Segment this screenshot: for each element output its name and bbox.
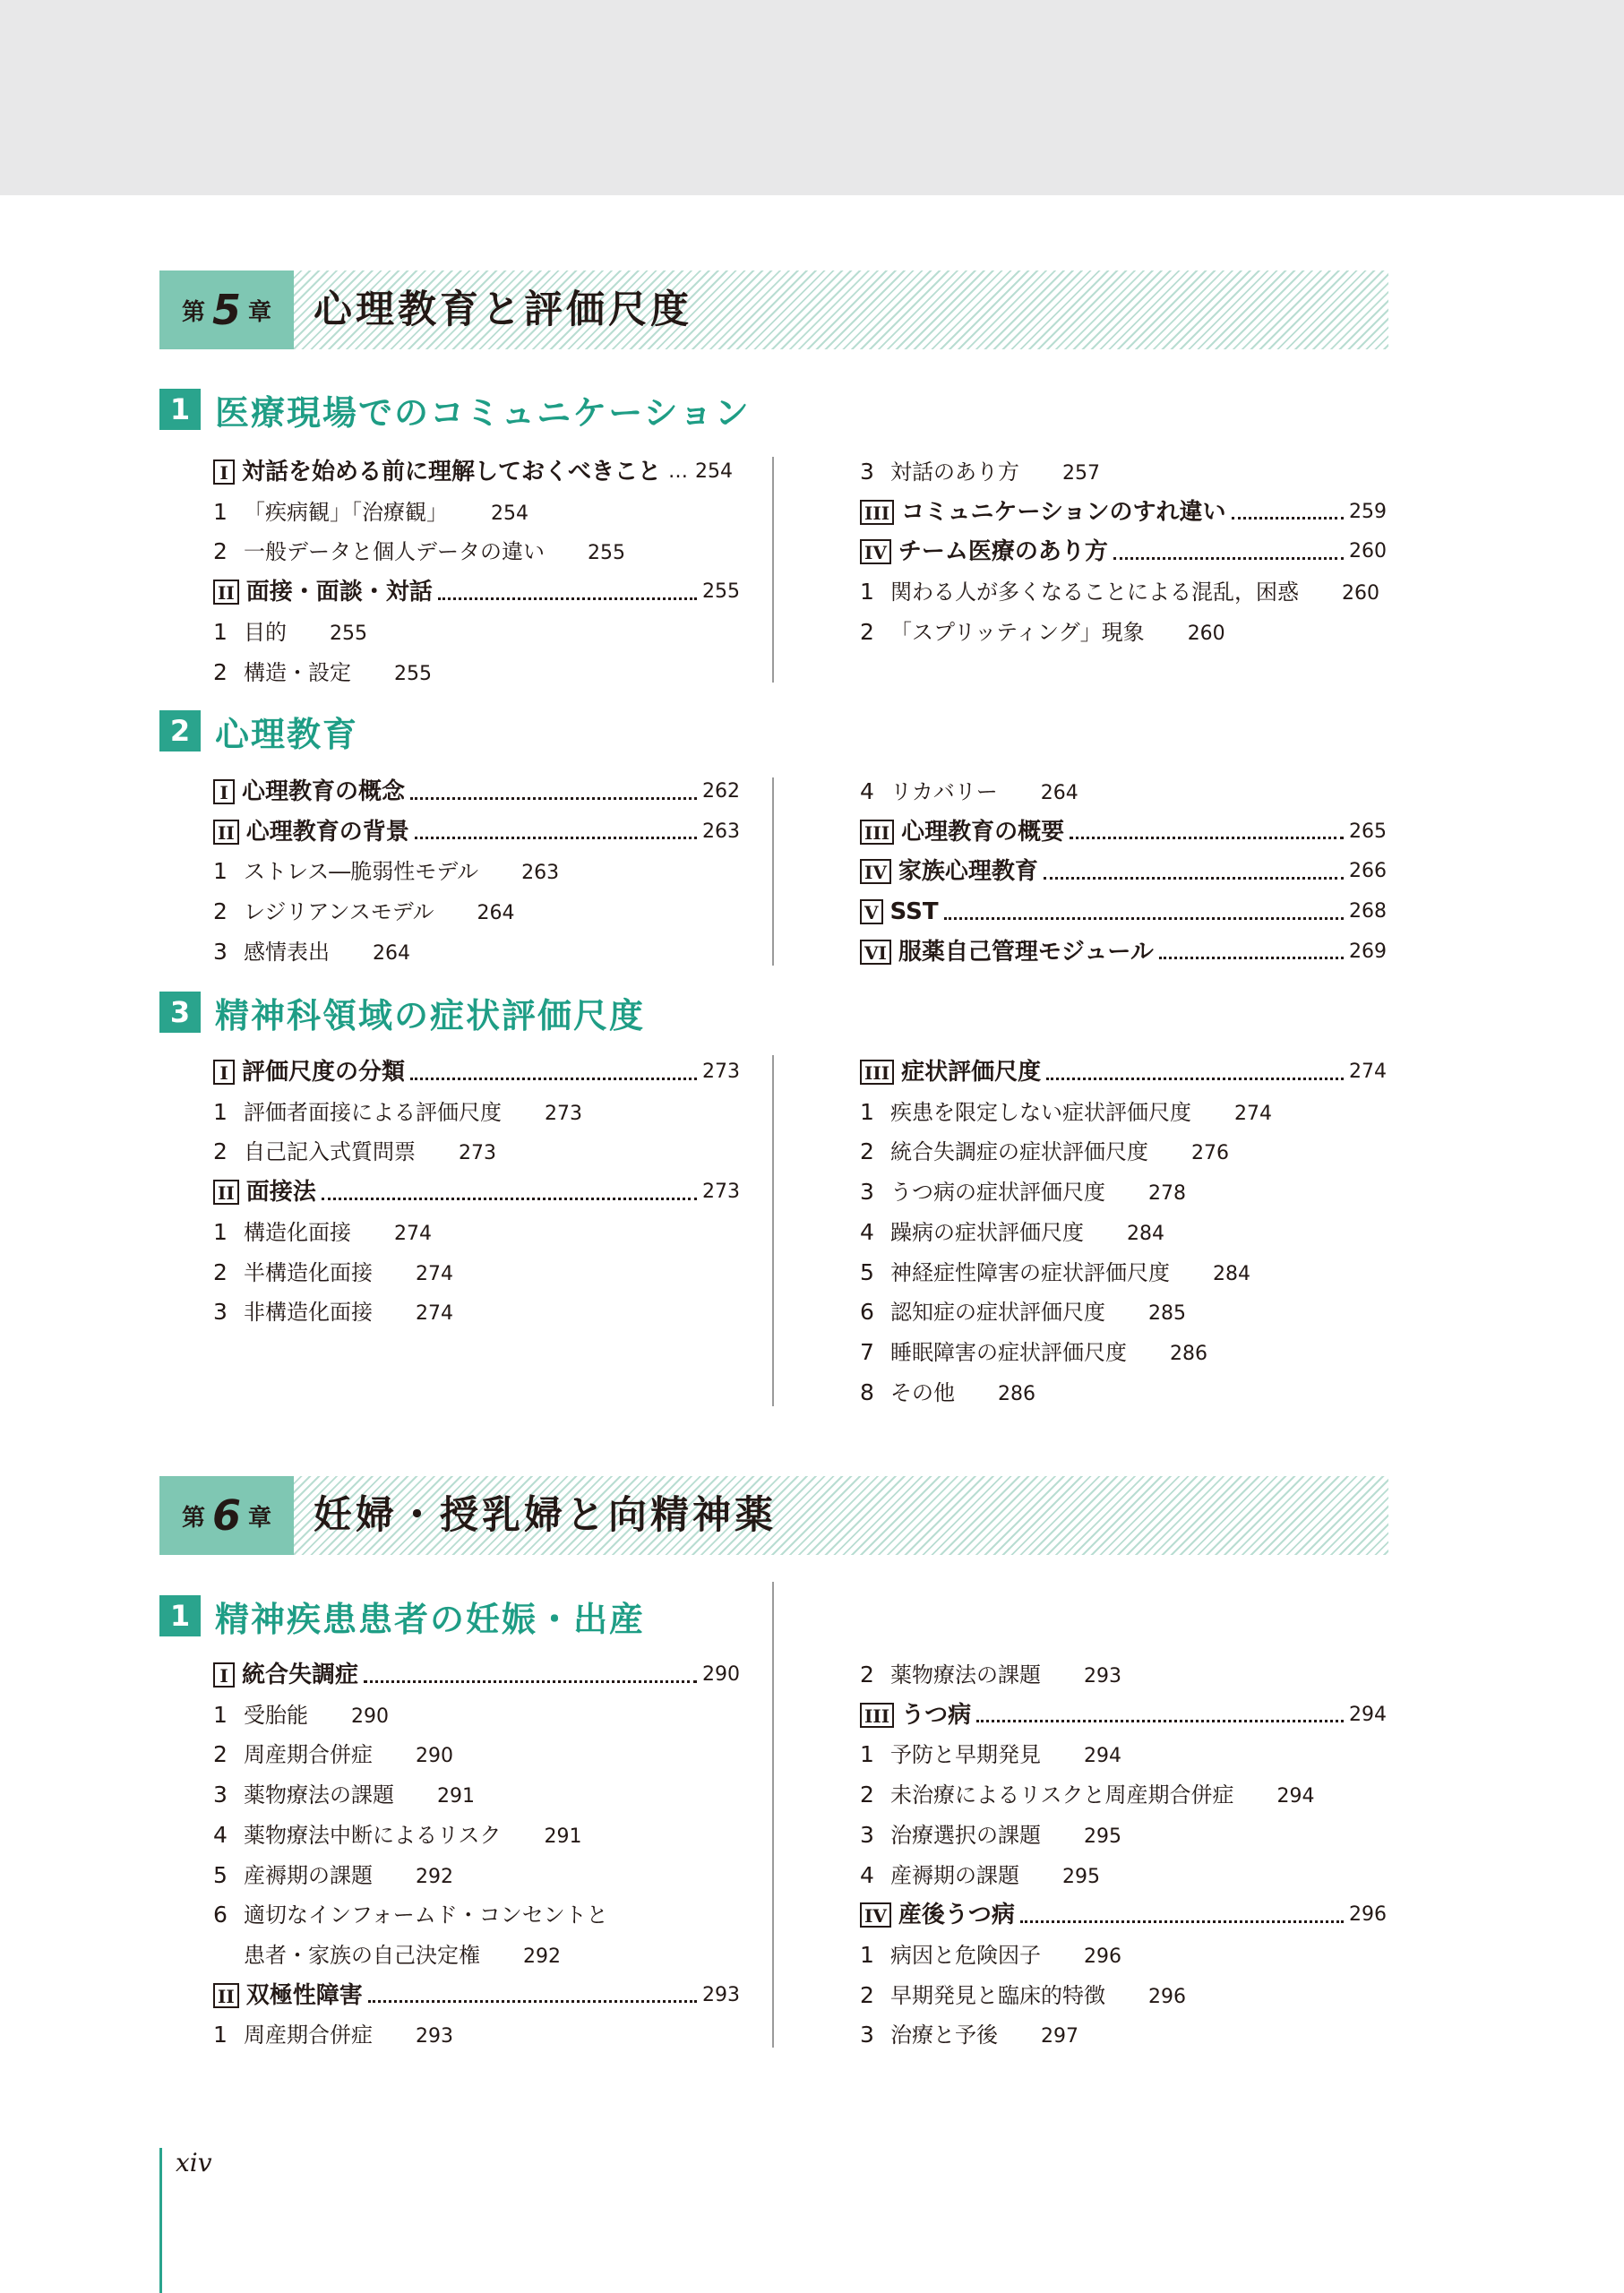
- sub-entry-number: 5: [860, 1258, 874, 1285]
- toc-heading-entry: [213, 452, 740, 492]
- sub-entry-text: 薬物療法中断によるリスク: [244, 1822, 502, 1848]
- page-number: 295: [1084, 1825, 1121, 1848]
- sub-entry-text: 周産期合併症: [244, 1742, 373, 1768]
- section-heading: [159, 992, 645, 1033]
- toc-sub-entry: [213, 1132, 496, 1172]
- page-number: 255: [702, 580, 740, 604]
- page-number: 273: [702, 1181, 740, 1204]
- chapter-prefix: 第: [181, 298, 205, 326]
- toc-sub-entry: [213, 1816, 582, 1855]
- sub-entry-text: 未治療によるリスクと周産期合併症: [890, 1782, 1234, 1808]
- toc-heading-entry: [860, 852, 1387, 891]
- toc-sub-entry: [860, 772, 1078, 812]
- toc-heading-text: 面接・面談・対話: [245, 579, 433, 606]
- page-number: 274: [394, 1222, 432, 1245]
- sub-entry-text: 薬物療法の課題: [890, 1662, 1041, 1688]
- toc-sub-entry: [213, 932, 410, 972]
- toc-sub-entry: [213, 892, 515, 932]
- page-edge-bar: [159, 2148, 162, 2293]
- toc-sub-entry: [860, 1856, 1100, 1895]
- sub-entry-text: 躁病の症状評価尺度: [890, 1219, 1084, 1245]
- toc-heading-entry: [213, 772, 740, 812]
- page-number: 291: [437, 1785, 475, 1808]
- sub-entry-text: 非構造化面接: [244, 1300, 373, 1326]
- toc-heading-entry: [860, 812, 1387, 852]
- toc-heading-text: チーム医療のあり方: [898, 538, 1108, 566]
- sub-entry-number: 1: [213, 858, 228, 885]
- roman-numeral-badge: III: [860, 500, 894, 525]
- roman-numeral-badge: II: [213, 580, 239, 605]
- section-title: 医療現場でのコミュニケーション: [215, 392, 751, 433]
- page-number: 278: [1148, 1182, 1186, 1206]
- toc-sub-entry: [860, 1253, 1250, 1292]
- toc-heading-text: 評価尺度の分類: [242, 1059, 406, 1086]
- toc-sub-entry: [860, 1655, 1121, 1695]
- sub-entry-number: 7: [860, 1338, 874, 1365]
- page-number: 269: [1349, 940, 1387, 963]
- sub-entry-number: 4: [213, 1821, 228, 1848]
- sub-entry-number: 4: [860, 1861, 874, 1888]
- toc-heading-text: SST: [889, 898, 939, 926]
- page-number: 255: [330, 622, 367, 645]
- sub-entry-number: 3: [213, 938, 228, 965]
- column-divider: [772, 1582, 774, 2048]
- page-number: 296: [1349, 1903, 1387, 1927]
- toc-sub-entry: [213, 1735, 453, 1774]
- sub-entry-text: 構造・設定: [244, 659, 351, 685]
- page-number: 257: [1062, 462, 1100, 485]
- toc-sub-entry: [213, 1213, 432, 1252]
- sub-entry-number: 4: [860, 1218, 874, 1245]
- sub-entry-text: 神経症性障害の症状評価尺度: [890, 1259, 1170, 1285]
- leader-dots: [1070, 835, 1344, 839]
- toc-sub-entry: [860, 1816, 1121, 1855]
- toc-heading-text: 面接法: [245, 1179, 316, 1207]
- toc-heading-text: 双極性障害: [245, 1981, 363, 2009]
- page-number: 273: [702, 1061, 740, 1083]
- toc-heading-entry: [860, 493, 1387, 532]
- leader-dots: [368, 1998, 697, 2003]
- roman-numeral-badge: II: [213, 1180, 239, 1205]
- section-title: 心理教育: [215, 714, 359, 754]
- chapter-suffix: 章: [248, 298, 272, 326]
- toc-sub-entry: [213, 653, 432, 692]
- toc-sub-entry: [213, 613, 367, 652]
- toc-heading-text: 心理教育の背景: [245, 818, 409, 846]
- sub-entry-number: 1: [213, 1701, 228, 1728]
- page-number: 274: [416, 1262, 453, 1285]
- page-number: 294: [1084, 1745, 1121, 1768]
- page-number: 274: [1234, 1102, 1272, 1125]
- roman-numeral-badge: I: [213, 1662, 235, 1688]
- page-number: 297: [1041, 2025, 1078, 2048]
- page-number: 260: [1349, 540, 1387, 563]
- chapter-5-header: [159, 271, 1388, 349]
- toc-heading-text: 心理教育の概念: [242, 778, 406, 805]
- sub-entry-number: 1: [213, 1218, 228, 1245]
- page-number: 293: [1084, 1665, 1121, 1688]
- column-divider: [772, 777, 774, 966]
- roman-numeral-badge: I: [213, 779, 235, 804]
- toc-heading-entry: [213, 1052, 740, 1092]
- sub-entry-number: 8: [860, 1378, 874, 1405]
- sub-entry-text: 患者・家族の自己決定権: [244, 1942, 480, 1968]
- toc-sub-entry: [860, 1292, 1186, 1332]
- page-number: 273: [459, 1142, 496, 1165]
- toc-sub-entry: [213, 1895, 608, 1935]
- sub-entry-text: 目的: [244, 619, 287, 645]
- toc-heading-text: 家族心理教育: [898, 858, 1038, 886]
- roman-numeral-badge: II: [213, 1983, 239, 2008]
- leader-dots: [1232, 515, 1344, 520]
- sub-entry-text: 受胎能: [244, 1702, 308, 1728]
- toc-heading-entry: [213, 572, 740, 612]
- sub-entry-text: 一般データと個人データの違い: [244, 539, 545, 565]
- page-number: 284: [1127, 1222, 1164, 1245]
- sub-entry-number: 2: [860, 1782, 874, 1808]
- page-number: 265: [1349, 820, 1387, 843]
- page-number: 294: [1349, 1703, 1387, 1726]
- leader-dots: [410, 795, 697, 800]
- page-number: 286: [1170, 1342, 1207, 1365]
- toc-sub-entry: [860, 1735, 1121, 1774]
- roman-numeral-badge: VI: [860, 940, 891, 965]
- toc-sub-entry: [213, 1093, 582, 1132]
- sub-entry-text: 治療選択の課題: [890, 1822, 1041, 1848]
- toc-heading-text: 統合失調症: [242, 1662, 359, 1688]
- leader-dots: [1046, 1076, 1344, 1080]
- page-number: 284: [1213, 1262, 1250, 1285]
- sub-entry-text: 治療と予後: [890, 2022, 998, 2048]
- toc-sub-entry: [213, 1856, 453, 1895]
- sub-entry-number: 2: [213, 1258, 228, 1285]
- toc-heading-entry: [860, 532, 1387, 571]
- sub-entry-number: 4: [860, 778, 874, 804]
- sub-entry-number: 2: [860, 618, 874, 645]
- leader-dots: [438, 596, 697, 600]
- chapter-title: 妊婦・授乳婦と向精神薬: [314, 1493, 777, 1538]
- toc-sub-entry: [213, 1936, 561, 1975]
- sub-entry-number: 2: [213, 1138, 228, 1165]
- toc-heading-entry: [860, 1052, 1387, 1092]
- toc-heading-entry: [860, 932, 1387, 972]
- sub-entry-number: 3: [860, 459, 874, 485]
- page-number: 294: [1276, 1785, 1315, 1808]
- toc-heading-entry: [860, 1696, 1387, 1735]
- toc-sub-entry: [860, 1775, 1315, 1815]
- sub-entry-text: 疾患を限定しない症状評価尺度: [890, 1099, 1191, 1125]
- page-number: 260: [1342, 582, 1379, 605]
- page-number: 263: [702, 820, 740, 843]
- top-band: [0, 0, 1624, 195]
- sub-entry-number: 1: [213, 1098, 228, 1125]
- sub-entry-number: 2: [860, 1981, 874, 2008]
- roman-numeral-badge: III: [860, 1060, 894, 1085]
- sub-entry-number: 3: [860, 1821, 874, 1848]
- section-title: 精神科領域の症状評価尺度: [215, 995, 646, 1035]
- page-number: 274: [416, 1302, 453, 1326]
- leader-dots: [1159, 955, 1344, 959]
- page-number: 264: [1040, 782, 1078, 804]
- sub-entry-number: 1: [213, 2022, 228, 2048]
- sub-entry-text: 「スプリッティング」現象: [890, 619, 1145, 645]
- toc-heading-entry: [213, 812, 740, 852]
- leader-dots: [415, 835, 697, 839]
- sub-entry-number: 1: [213, 498, 228, 525]
- sub-entry-text: 対話のあり方: [890, 459, 1019, 485]
- toc-heading-text: 心理教育の概要: [901, 818, 1065, 846]
- sub-entry-text: 半構造化面接: [244, 1259, 373, 1285]
- toc-sub-entry: [213, 1696, 389, 1735]
- sub-entry-text: うつ病の症状評価尺度: [890, 1180, 1105, 1206]
- sub-entry-text: 薬物療法の課題: [244, 1782, 394, 1808]
- sub-entry-text: 「疾病観」「治療観」: [244, 499, 448, 525]
- sub-entry-number: 3: [213, 1299, 228, 1326]
- page-number: 254: [695, 460, 734, 483]
- sub-entry-text: レジリアンスモデル: [244, 899, 434, 925]
- page-number: 255: [394, 662, 432, 685]
- toc-heading-text: 服薬自己管理モジュール: [898, 938, 1154, 966]
- sub-entry-text: 統合失調症の症状評価尺度: [890, 1139, 1148, 1165]
- section-title: 精神疾患患者の妊娠・出産: [215, 1599, 646, 1639]
- toc-sub-entry: [860, 613, 1225, 652]
- sub-entry-number: 1: [213, 618, 228, 645]
- toc-heading-text: 対話を始める前に理解しておくべきこと: [242, 459, 662, 485]
- roman-numeral-badge: II: [213, 820, 239, 845]
- toc-sub-entry: [860, 1213, 1164, 1252]
- toc-sub-entry: [213, 1253, 453, 1292]
- section-heading: [159, 710, 359, 754]
- leader-dots: [944, 915, 1344, 920]
- sub-entry-text: リカバリー: [890, 779, 998, 804]
- page-number: 291: [544, 1825, 582, 1848]
- page-number: 290: [702, 1663, 740, 1686]
- roman-numeral-badge: III: [860, 1703, 894, 1728]
- sub-entry-text: その他: [890, 1379, 955, 1405]
- page-number: 290: [416, 1745, 453, 1768]
- sub-entry-text: 周産期合併症: [244, 2022, 373, 2048]
- toc-sub-entry: [860, 572, 1379, 612]
- page-number: 268: [1349, 900, 1387, 923]
- sub-entry-text: 病因と危険因子: [890, 1942, 1041, 1968]
- page-folio: xiv: [176, 2148, 212, 2177]
- page-number: 266: [1349, 860, 1387, 883]
- sub-entry-text: 関わる人が多くなることによる混乱，困惑: [890, 580, 1299, 605]
- leader-dots: [364, 1679, 697, 1683]
- roman-numeral-badge: I: [213, 1060, 235, 1085]
- toc-heading-text: うつ病: [901, 1701, 972, 1729]
- toc-heading-text: 症状評価尺度: [901, 1059, 1042, 1086]
- chapter-title: 心理教育と評価尺度: [314, 288, 692, 332]
- toc-sub-entry: [860, 1373, 1035, 1413]
- leader-dots: [976, 1718, 1344, 1722]
- sub-entry-number: 3: [860, 2022, 874, 2048]
- sub-entry-number: 2: [213, 538, 228, 565]
- sub-entry-number: 5: [213, 1861, 228, 1888]
- sub-entry-text: 睡眠障害の症状評価尺度: [890, 1339, 1127, 1365]
- toc-heading-entry: [213, 1655, 740, 1695]
- sub-entry-number: 1: [860, 579, 874, 605]
- chapter-number-box: [159, 271, 294, 349]
- sub-entry-text: 評価者面接による評価尺度: [244, 1099, 502, 1125]
- page-number: 260: [1187, 622, 1225, 645]
- section-heading: [159, 389, 751, 433]
- toc-sub-entry: [860, 452, 1100, 492]
- page-number: 262: [702, 780, 740, 803]
- roman-numeral-badge: IV: [860, 859, 891, 884]
- roman-numeral-badge: III: [860, 820, 894, 845]
- toc-heading-entry: [213, 1172, 740, 1212]
- sub-entry-text: 適切なインフォームド・コンセントと: [244, 1902, 608, 1928]
- page-number: 255: [588, 542, 625, 565]
- page-number: 286: [998, 1382, 1035, 1405]
- page-number: 254: [491, 502, 528, 525]
- sub-entry-number: 2: [860, 1138, 874, 1165]
- sub-entry-text: 産褥期の課題: [244, 1862, 373, 1888]
- page-number: 276: [1191, 1142, 1229, 1165]
- page-number: 264: [373, 941, 410, 965]
- chapter-suffix: 章: [248, 1504, 272, 1532]
- toc-sub-entry: [213, 493, 528, 532]
- sub-entry-number: 3: [860, 1179, 874, 1206]
- toc-sub-entry: [213, 1775, 475, 1815]
- sub-entry-text: 認知症の症状評価尺度: [890, 1300, 1105, 1326]
- toc-heading-text: コミュニケーションのすれ違い: [901, 498, 1226, 526]
- sub-entry-text: ストレス―脆弱性モデル: [244, 859, 479, 885]
- leader-dots: [1044, 875, 1344, 880]
- leader-dots: [322, 1196, 697, 1200]
- page-number: 292: [416, 1865, 453, 1888]
- sub-entry-text: 予防と早期発見: [890, 1742, 1041, 1768]
- section-heading: [159, 1595, 646, 1639]
- sub-entry-text: 自己記入式質問票: [244, 1139, 416, 1165]
- roman-numeral-badge: IV: [860, 539, 891, 564]
- toc-sub-entry: [860, 1172, 1186, 1212]
- sub-entry-text: 産褥期の課題: [890, 1862, 1019, 1888]
- page-number: 274: [1349, 1061, 1387, 1083]
- page-number: 296: [1084, 1945, 1121, 1968]
- leader-dots: [1020, 1919, 1344, 1923]
- sub-entry-number: 1: [860, 1098, 874, 1125]
- leader-dots: [410, 1076, 697, 1080]
- roman-numeral-badge: I: [213, 459, 235, 485]
- sub-entry-text: 構造化面接: [244, 1219, 351, 1245]
- chapter-prefix: 第: [181, 1504, 205, 1532]
- toc-heading-entry: [860, 892, 1387, 932]
- sub-entry-number: 2: [213, 658, 228, 685]
- toc-sub-entry: [860, 1093, 1272, 1132]
- section-number: 1: [159, 1595, 201, 1636]
- chapter-number-box: [159, 1476, 294, 1555]
- toc-sub-entry: [860, 1976, 1186, 2015]
- page-number: 263: [521, 862, 560, 885]
- toc-sub-entry: [860, 1333, 1207, 1372]
- page-number: 295: [1062, 1865, 1100, 1888]
- column-divider: [772, 457, 774, 683]
- page-number: 292: [523, 1945, 561, 1968]
- toc-sub-entry: [860, 1132, 1229, 1172]
- toc-sub-entry: [213, 2015, 453, 2055]
- section-number: 2: [159, 710, 201, 751]
- toc-sub-entry: [860, 1936, 1121, 1975]
- column-divider: [772, 1055, 774, 1406]
- roman-numeral-badge: V: [860, 899, 883, 924]
- page-number: 285: [1148, 1302, 1186, 1326]
- page-number: 293: [702, 1983, 740, 2006]
- page-number: 290: [351, 1705, 389, 1728]
- page-number: 264: [477, 902, 515, 925]
- toc-sub-entry: [213, 852, 559, 891]
- chapter-6-header: [159, 1476, 1388, 1555]
- section-number: 1: [159, 389, 201, 430]
- page-number: 296: [1148, 1985, 1186, 2008]
- section-number: 3: [159, 992, 201, 1033]
- toc-sub-entry: [213, 532, 625, 571]
- chapter-number: 5: [211, 286, 241, 334]
- toc-sub-entry: [860, 2015, 1078, 2055]
- roman-numeral-badge: IV: [860, 1902, 891, 1928]
- sub-entry-number: 2: [213, 1741, 228, 1768]
- chapter-number: 6: [211, 1491, 241, 1540]
- page-number: 273: [545, 1102, 582, 1125]
- toc-sub-entry: [213, 1292, 453, 1332]
- sub-entry-number: 3: [213, 1782, 228, 1808]
- page-number: 259: [1349, 500, 1387, 523]
- toc-heading-entry: [860, 1895, 1387, 1935]
- sub-entry-number: 2: [860, 1662, 874, 1688]
- leader-ellipsis: …: [668, 460, 689, 483]
- sub-entry-number: 6: [213, 1902, 228, 1928]
- sub-entry-number: 6: [860, 1299, 874, 1326]
- page-number: 293: [416, 2025, 453, 2048]
- toc-heading-entry: [213, 1976, 740, 2015]
- sub-entry-text: 感情表出: [244, 939, 330, 965]
- sub-entry-number: 1: [860, 1741, 874, 1768]
- sub-entry-number: 1: [860, 1941, 874, 1968]
- leader-dots: [1113, 555, 1344, 560]
- sub-entry-text: 早期発見と臨床的特徴: [890, 1982, 1105, 2008]
- sub-entry-number: 2: [213, 898, 228, 925]
- toc-heading-text: 産後うつ病: [898, 1902, 1015, 1929]
